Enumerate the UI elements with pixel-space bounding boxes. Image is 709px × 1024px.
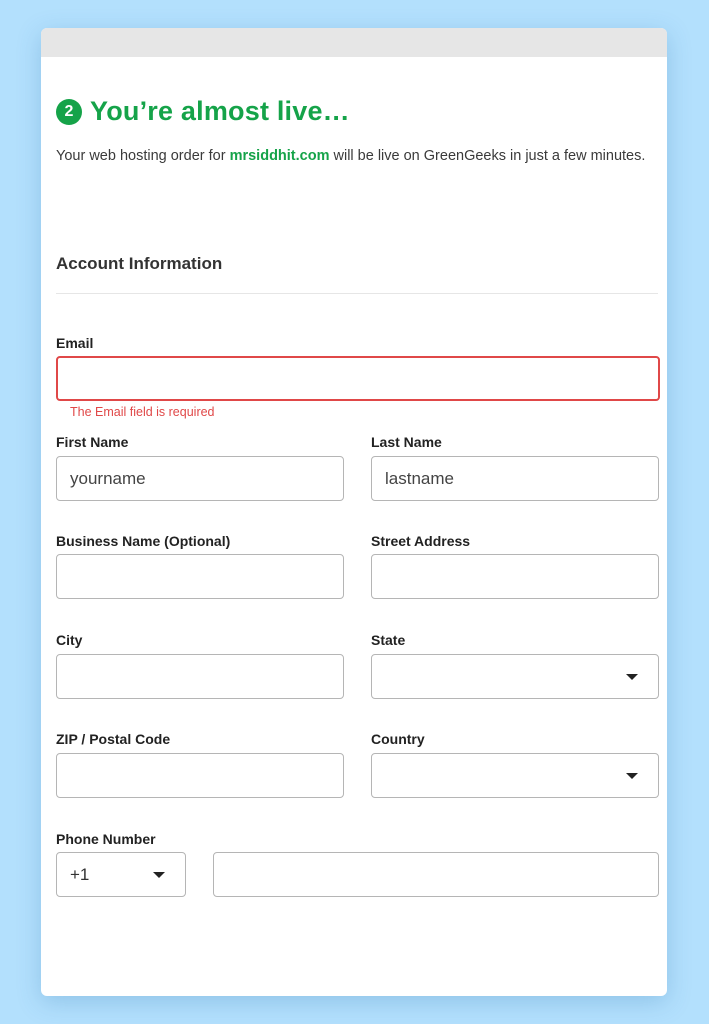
email-error-message: The Email field is required — [70, 405, 215, 419]
signup-card — [41, 28, 667, 996]
street-address-label: Street Address — [371, 533, 471, 549]
intro-text-before: Your web hosting order for — [56, 148, 230, 164]
zip-label: ZIP / Postal Code — [56, 731, 171, 747]
page-heading — [56, 96, 350, 127]
phone-number-input[interactable] — [213, 852, 659, 897]
city-input[interactable] — [56, 654, 344, 699]
business-name-input[interactable] — [56, 554, 344, 599]
last-name-input[interactable] — [371, 456, 659, 501]
email-input[interactable] — [56, 356, 660, 401]
phone-country-code-select[interactable] — [56, 852, 186, 897]
chevron-down-icon — [153, 872, 165, 878]
card-topbar — [41, 28, 667, 57]
street-address-input[interactable] — [371, 554, 659, 599]
state-label: State — [371, 632, 406, 648]
section-title: Account Information — [56, 254, 223, 273]
first-name-label: First Name — [56, 434, 129, 450]
city-label: City — [56, 632, 83, 648]
business-name-label: Business Name (Optional) — [56, 533, 231, 549]
chevron-down-icon — [626, 773, 638, 779]
intro-text-after: will be live on GreenGeeks in just a few minutes. — [329, 148, 646, 164]
phone-country-code: +1 — [70, 864, 90, 884]
country-select[interactable] — [371, 753, 659, 798]
email-label: Email — [56, 335, 94, 351]
section-divider — [56, 293, 658, 294]
zip-input[interactable] — [56, 753, 344, 798]
state-select[interactable] — [371, 654, 659, 699]
step-badge: 2 — [56, 99, 82, 125]
phone-label: Phone Number — [56, 831, 156, 847]
first-name-input[interactable] — [56, 456, 344, 501]
last-name-label: Last Name — [371, 434, 442, 450]
domain-name: mrsiddhit.com — [229, 148, 330, 164]
page-title: You’re almost live… — [90, 96, 350, 126]
chevron-down-icon — [626, 674, 638, 680]
country-label: Country — [371, 731, 425, 747]
intro-text — [56, 144, 652, 168]
